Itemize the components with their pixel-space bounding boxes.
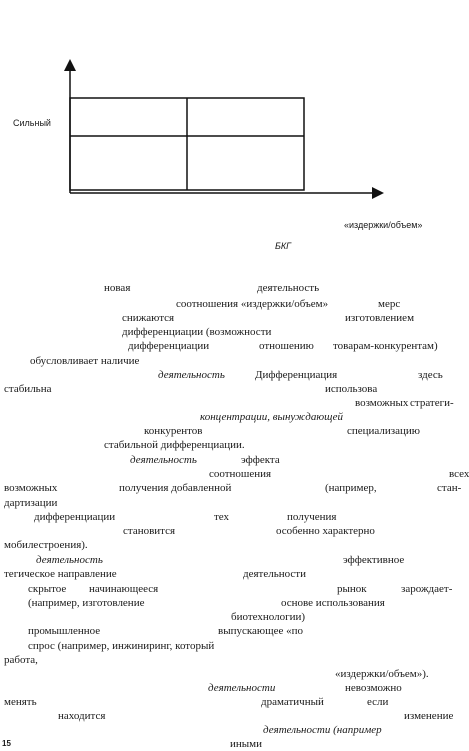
text-fragment: мерс	[378, 298, 401, 310]
text-fragment: промышленное	[28, 625, 101, 637]
text-fragment: всех	[449, 468, 469, 480]
text-fragment: получения добавленной	[119, 482, 232, 494]
text-fragment: драматичный	[261, 696, 324, 708]
text-fragment: стабильна	[4, 383, 52, 395]
text-fragment: конкурентов	[144, 425, 203, 437]
text-fragment: деятельность	[36, 554, 103, 566]
text-fragment: Дифференциация	[255, 369, 338, 381]
text-fragment: деятельность	[130, 454, 197, 466]
text-fragment: эффективное	[343, 554, 405, 566]
text-fragment: деятельность	[158, 369, 225, 381]
text-fragment: деятельности (например	[263, 724, 382, 736]
text-fragment: находится	[58, 710, 106, 722]
text-fragment: зарождает-	[401, 583, 453, 595]
text-fragment: товарам-конкурентам)	[333, 340, 438, 352]
text-fragment: эффекта	[241, 454, 280, 466]
text-fragment: если	[367, 696, 389, 708]
text-fragment: деятельности	[243, 568, 306, 580]
text-fragment: здесь	[418, 369, 443, 381]
text-fragment: начинающееся	[89, 583, 159, 595]
text-fragment: стан-	[437, 482, 462, 494]
text-fragment: деятельность	[257, 282, 320, 294]
text-fragment: изменение	[404, 710, 454, 722]
text-fragment: спрос (например, инжиниринг, который	[28, 640, 215, 652]
text-fragment: мобилестроения).	[4, 539, 88, 551]
text-fragment: деятельности	[208, 682, 276, 694]
text-fragment: рынок	[337, 583, 367, 595]
text-fragment: иными	[230, 738, 263, 750]
text-fragment: дифференциации	[34, 511, 116, 523]
text-fragment: стабильной дифференциации.	[104, 439, 245, 451]
text-fragment: «издержки/объем»).	[335, 668, 429, 680]
text-fragment: концентрации, вынуждающей	[200, 411, 344, 423]
text-fragment: снижаются	[122, 312, 175, 324]
text-fragment: получения	[287, 511, 337, 523]
text-fragment: стратеги-	[410, 397, 454, 409]
text-fragment: тегическое направление	[4, 568, 117, 580]
text-fragment: менять	[4, 696, 37, 708]
text-fragment: дартизации	[4, 497, 58, 509]
text-fragment: обусловливает наличие	[30, 355, 140, 367]
text-fragment: соотношения	[209, 468, 272, 480]
text-fragment: изготовлением	[345, 312, 415, 324]
text-fragment: особенно характерно	[276, 525, 375, 537]
text-fragment: возможных	[355, 397, 409, 409]
y-axis-label: Сильный	[13, 118, 51, 128]
text-fragment: дифференциации	[128, 340, 210, 352]
page-number: 15	[2, 739, 11, 748]
text-fragment: дифференциации (возможности	[122, 326, 272, 338]
text-fragment: специализацию	[347, 425, 420, 437]
text-fragment: соотношения «издержки/объем»	[176, 298, 329, 310]
text-fragment: (например,	[325, 482, 377, 494]
text-fragment: работа,	[4, 654, 38, 666]
text-fragment: использова	[325, 383, 378, 395]
text-fragment: (например, изготовление	[28, 597, 145, 609]
text-fragment: основе использования	[281, 597, 385, 609]
x-axis-label: «издержки/объем»	[344, 220, 423, 230]
text-fragment: становится	[123, 525, 176, 537]
text-fragment: отношению	[259, 340, 314, 352]
text-fragment: биотехнологии)	[231, 611, 306, 623]
text-fragment: скрытое	[28, 583, 67, 595]
text-fragment: выпускающее «по	[218, 625, 304, 637]
text-fragment: тех	[214, 511, 230, 523]
text-fragment: новая	[104, 282, 131, 294]
figure-caption: БКГ	[275, 241, 292, 251]
text-fragment: возможных	[4, 482, 58, 494]
text-fragment: невозможно	[345, 682, 402, 694]
